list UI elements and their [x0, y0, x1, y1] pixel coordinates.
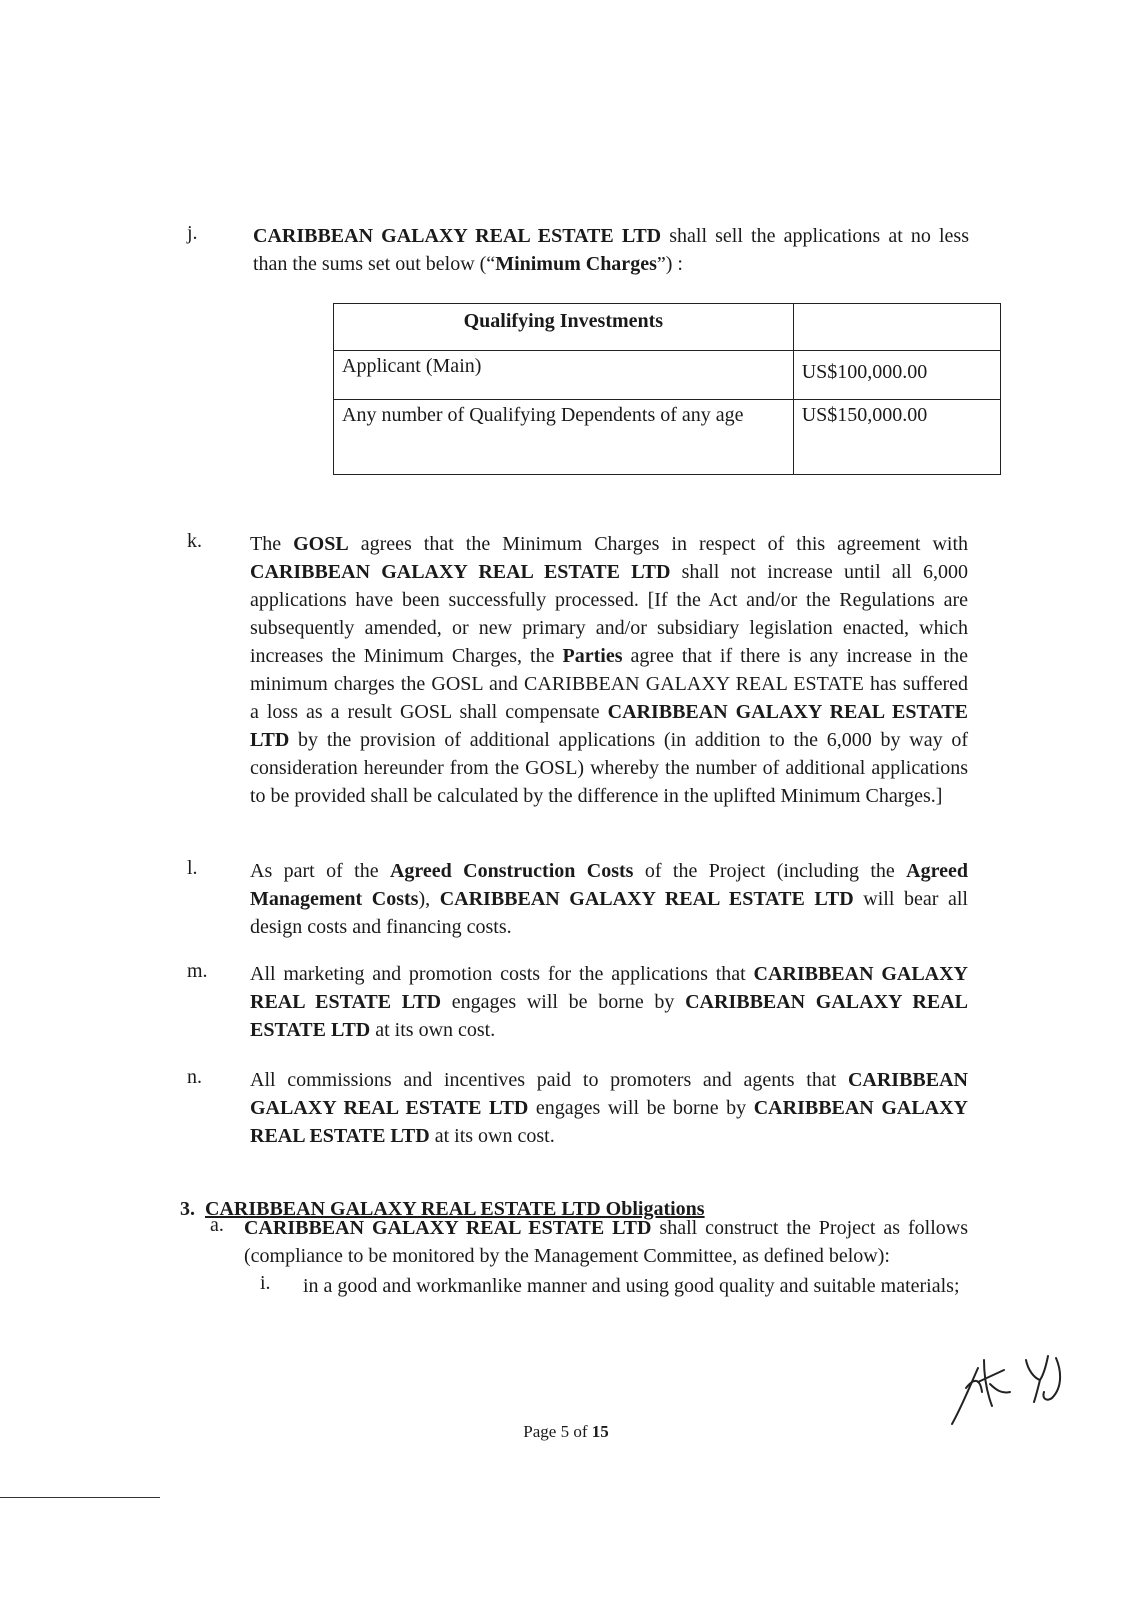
- page-number-total: 15: [591, 1422, 609, 1441]
- row-label-cell: Applicant (Main): [334, 351, 794, 400]
- text-run: The: [250, 533, 294, 555]
- table-header-empty-cell: [793, 304, 1000, 351]
- page-number-middle: of: [569, 1422, 592, 1441]
- entity-name: CARIBBEAN GALAXY REAL ESTATE LTD: [250, 561, 671, 583]
- text-run: All commissions and incentives paid to promoters and agents that: [250, 1069, 848, 1091]
- text-run: shall sell the applications at no less than the sums set out below (“: [253, 225, 969, 275]
- text-run: As part of the: [250, 860, 390, 882]
- item-3ai-label: i.: [260, 1272, 271, 1294]
- defined-term: Agreed Construction Costs: [389, 860, 634, 882]
- section-title: CARIBBEAN GALAXY REAL ESTATE LTD Obligations: [205, 1198, 705, 1220]
- item-n-text: [250, 1066, 968, 1150]
- entity-name: CARIBBEAN GALAXY REAL ESTATE LTD: [253, 225, 662, 247]
- item-j-label: j.: [187, 222, 198, 244]
- page-footer: [0, 1422, 1132, 1442]
- text-run: ),: [418, 888, 440, 910]
- text-run: at its own cost.: [370, 1019, 496, 1041]
- text-run: ”) :: [656, 253, 683, 275]
- item-3ai-text: in a good and workmanlike manner and using good quality and suitable materials;: [303, 1275, 960, 1297]
- text-run: shall construct the Project as follows (compliance to be monitored by the Management Committee, as defined below):: [244, 1217, 969, 1267]
- text-run: shall not increase until all 6,000 applications have been successfully processed. [If the Act and/or the Regulations are subsequently amended, or new primary and/or subsidiary legislation enacted, which increases the Minimum Charges, the: [250, 561, 969, 667]
- table-row: [334, 351, 1001, 400]
- row-label-cell: Any number of Qualifying Dependents of any age: [334, 400, 794, 475]
- table-row: [334, 400, 1001, 475]
- item-3a-text: [244, 1214, 968, 1270]
- text-run: will bear all design costs and financing costs.: [250, 888, 968, 938]
- page-number-current: 5: [560, 1422, 570, 1441]
- item-l-label: l.: [187, 857, 198, 879]
- item-j-text: [253, 222, 969, 278]
- text-run: engages will be borne by: [528, 1097, 754, 1119]
- entity-name: CARIBBEAN GALAXY REAL ESTATE LTD: [250, 1097, 968, 1147]
- text-run: agree that if there is any increase in the minimum charges the GOSL and CARIBBEAN GALAXY REAL ESTATE has suffered a loss as a result GOSL shall compensate: [250, 645, 969, 723]
- text-run: at its own cost.: [429, 1125, 555, 1147]
- item-3a-label: a.: [210, 1214, 224, 1236]
- handwritten-initials-signature: [948, 1348, 1078, 1428]
- text-run: All marketing and promotion costs for the applications that: [250, 963, 754, 985]
- entity-name: CARIBBEAN GALAXY REAL ESTATE LTD: [439, 888, 854, 910]
- row-amount-cell: US$150,000.00: [793, 400, 1000, 475]
- page-number-prefix: Page: [523, 1422, 561, 1441]
- entity-name: CARIBBEAN GALAXY REAL ESTATE LTD: [250, 963, 968, 1013]
- defined-term: Minimum Charges: [495, 253, 657, 275]
- item-m-text: [250, 960, 968, 1044]
- defined-term: Parties: [562, 645, 623, 667]
- item-n-label: n.: [187, 1066, 202, 1088]
- text-run: engages will be borne by: [441, 991, 686, 1013]
- item-m-label: m.: [187, 960, 208, 982]
- entity-name: CARIBBEAN GALAXY REAL ESTATE LTD: [244, 1217, 652, 1239]
- table-header-row: [334, 304, 1001, 351]
- item-k-label: k.: [187, 530, 202, 552]
- entity-name: CARIBBEAN GALAXY REAL ESTATE LTD: [250, 1069, 968, 1119]
- qualifying-investments-table: [333, 303, 1001, 475]
- text-run: by the provision of additional applications (in addition to the 6,000 by way of consideration hereunder from the GOSL) whereby the number of additional applications to be provided shall be calculated by the difference in the uplifted Minimum Charges.]: [250, 729, 968, 807]
- entity-name: CARIBBEAN GALAXY REAL ESTATE LTD: [250, 701, 968, 751]
- item-k-text: [250, 530, 968, 810]
- entity-name: CARIBBEAN GALAXY REAL ESTATE LTD: [250, 991, 968, 1041]
- item-l-text: [250, 857, 968, 941]
- defined-term: Agreed Management Costs: [250, 860, 969, 910]
- defined-term: GOSL: [293, 533, 349, 555]
- row-amount-cell: US$100,000.00: [793, 351, 1000, 400]
- section-number: 3.: [180, 1198, 195, 1220]
- footer-rule: [0, 1497, 160, 1498]
- text-run: of the Project (including the: [633, 860, 907, 882]
- table-header-cell: Qualifying Investments: [334, 304, 794, 351]
- text-run: agrees that the Minimum Charges in respect of this agreement with: [348, 533, 969, 555]
